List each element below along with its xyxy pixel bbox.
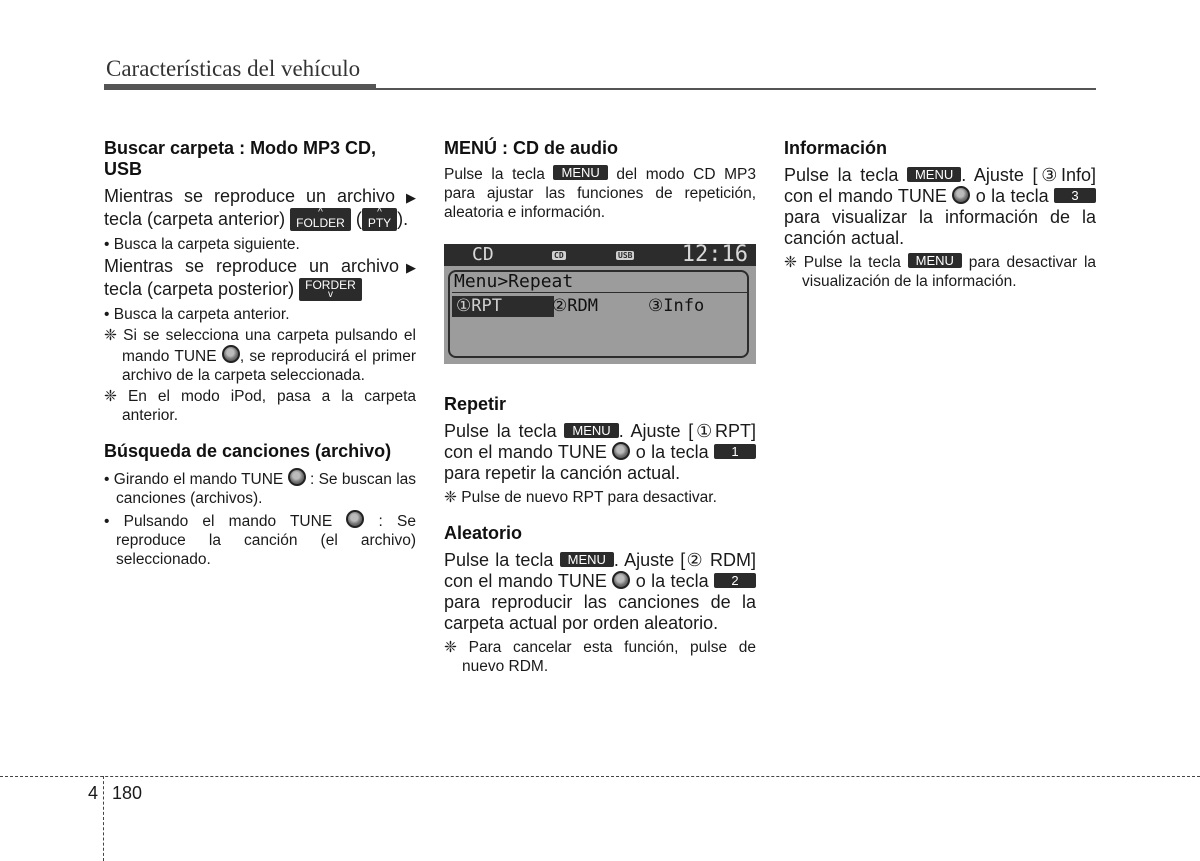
paragraph-menu-intro xyxy=(444,165,756,222)
folder-key: ^ FOLDER xyxy=(290,208,351,231)
text: ). xyxy=(397,209,409,229)
header-rule-thin xyxy=(376,88,1096,90)
text: para desactivar la visualización de la información. xyxy=(802,254,1097,290)
bullet-pressing-tune xyxy=(104,510,416,569)
tune-knob-icon xyxy=(288,468,306,486)
menu-key: MENU xyxy=(564,423,618,438)
menu-key: MENU xyxy=(908,253,962,268)
heading-song-search: Búsqueda de canciones (archivo) xyxy=(104,441,392,461)
menu-key: MENU xyxy=(553,165,607,180)
lcd-item-rdm: ②RDM xyxy=(552,296,598,316)
page-header-title: Características del vehículo xyxy=(106,56,361,81)
footer-rule xyxy=(0,776,1200,777)
text: . Ajuste [③Info] con el mando TUNE xyxy=(784,165,1096,206)
lcd-item-info: ③Info xyxy=(648,296,705,316)
paragraph-information xyxy=(784,165,1096,249)
paragraph-repeat xyxy=(444,421,756,484)
column-right xyxy=(784,138,1096,293)
heading-information: Información xyxy=(784,138,888,158)
lcd-usb-badge: USB xyxy=(618,251,633,260)
tune-knob-icon xyxy=(222,345,240,363)
text: o la tecla xyxy=(635,442,709,462)
forder-key: FORDER v xyxy=(299,278,362,301)
lcd-cd-badge: CD xyxy=(554,251,564,260)
tune-knob-icon xyxy=(612,442,630,460)
note-ipod: ❈ En el modo iPod, pasa a la carpeta anterior. xyxy=(104,388,416,424)
text: para visualizar la información de la canción actual. xyxy=(784,207,1096,248)
play-arrow-icon: ▶ xyxy=(406,190,416,205)
text: Mientras se reproduce un archivo xyxy=(104,256,400,276)
key-2: 2 xyxy=(714,573,756,588)
note-folder-select xyxy=(104,326,416,385)
tune-knob-icon xyxy=(612,571,630,589)
key-1: 1 xyxy=(714,444,756,459)
text: tecla (carpeta anterior) xyxy=(104,209,286,229)
text: • Pulsando el mando TUNE xyxy=(104,513,333,530)
paragraph-next-folder xyxy=(104,256,416,301)
text: . Ajuste [② RDM] con el mando TUNE xyxy=(444,550,756,591)
text: , se reproducirá el primer archivo de la carpeta seleccionada. xyxy=(122,348,416,384)
text: • Girando el mando TUNE xyxy=(104,471,284,488)
bullet-next-folder: • Busca la carpeta siguiente. xyxy=(104,236,300,253)
lcd-display xyxy=(444,244,756,364)
tune-knob-icon xyxy=(952,186,970,204)
pty-key: ^ PTY xyxy=(362,208,397,231)
text: para reproducir las canciones de la carpeta actual por orden aleatorio. xyxy=(444,592,756,633)
text: ❈ Pulse la tecla xyxy=(784,254,901,271)
text: Pulse la tecla xyxy=(444,550,554,570)
paragraph-prev-folder xyxy=(104,186,416,231)
lcd-divider xyxy=(452,292,748,293)
paragraph-random xyxy=(444,550,756,634)
menu-key: MENU xyxy=(560,552,614,567)
text: Pulse la tecla xyxy=(784,165,899,185)
column-middle xyxy=(444,138,756,678)
header-rule-thick xyxy=(104,84,376,90)
bullet-prev-folder: • Busca la carpeta anterior. xyxy=(104,306,290,323)
key-3: 3 xyxy=(1054,188,1096,203)
note-repeat-off: ❈ Pulse de nuevo RPT para desactivar. xyxy=(444,489,717,506)
text: Pulse la tecla xyxy=(444,166,545,183)
text: del modo CD MP3 para ajustar las funciones de repetición, aleatoria e información. xyxy=(444,166,757,221)
text: o la tecla xyxy=(635,571,709,591)
text: . Ajuste [①RPT] con el mando TUNE xyxy=(444,421,756,462)
heading-random: Aleatorio xyxy=(444,523,523,543)
lcd-mode-label: CD xyxy=(472,244,494,265)
heading-menu-cd-audio: MENÚ : CD de audio xyxy=(444,138,618,158)
heading-folder-search: Buscar carpeta : Modo MP3 CD, USB xyxy=(104,138,377,179)
text: Mientras se reproduce un archivo xyxy=(104,186,396,206)
text: o la tecla xyxy=(975,186,1049,206)
text: para repetir la canción actual. xyxy=(444,463,681,483)
footer-vertical-rule xyxy=(103,776,104,861)
column-left xyxy=(104,138,416,571)
lcd-menu-path: Menu>Repeat xyxy=(454,271,574,292)
text: : Se reproduce la canción (el archivo) seleccionado. xyxy=(116,513,416,568)
page-number: 180 xyxy=(112,783,143,803)
text: ( xyxy=(355,209,362,229)
text: Pulse la tecla xyxy=(444,421,557,441)
play-arrow-icon: ▶ xyxy=(399,260,417,275)
tune-knob-icon xyxy=(346,510,364,528)
note-random-off: ❈ Para cancelar esta función, pulse de nuevo RDM. xyxy=(444,639,756,675)
menu-key: MENU xyxy=(907,167,961,182)
text: tecla (carpeta posterior) xyxy=(104,279,295,299)
lcd-item-rpt: ①RPT xyxy=(452,296,554,317)
lcd-clock: 12:16 xyxy=(681,242,748,267)
section-number: 4 xyxy=(88,783,99,803)
bullet-turning-tune xyxy=(104,468,416,508)
text: ❈ Si se selecciona una carpeta pulsando el mando TUNE xyxy=(104,327,416,365)
heading-repeat: Repetir xyxy=(444,394,507,414)
note-info-off xyxy=(784,253,1096,291)
text: : Se buscan las canciones (archivos). xyxy=(116,471,417,507)
